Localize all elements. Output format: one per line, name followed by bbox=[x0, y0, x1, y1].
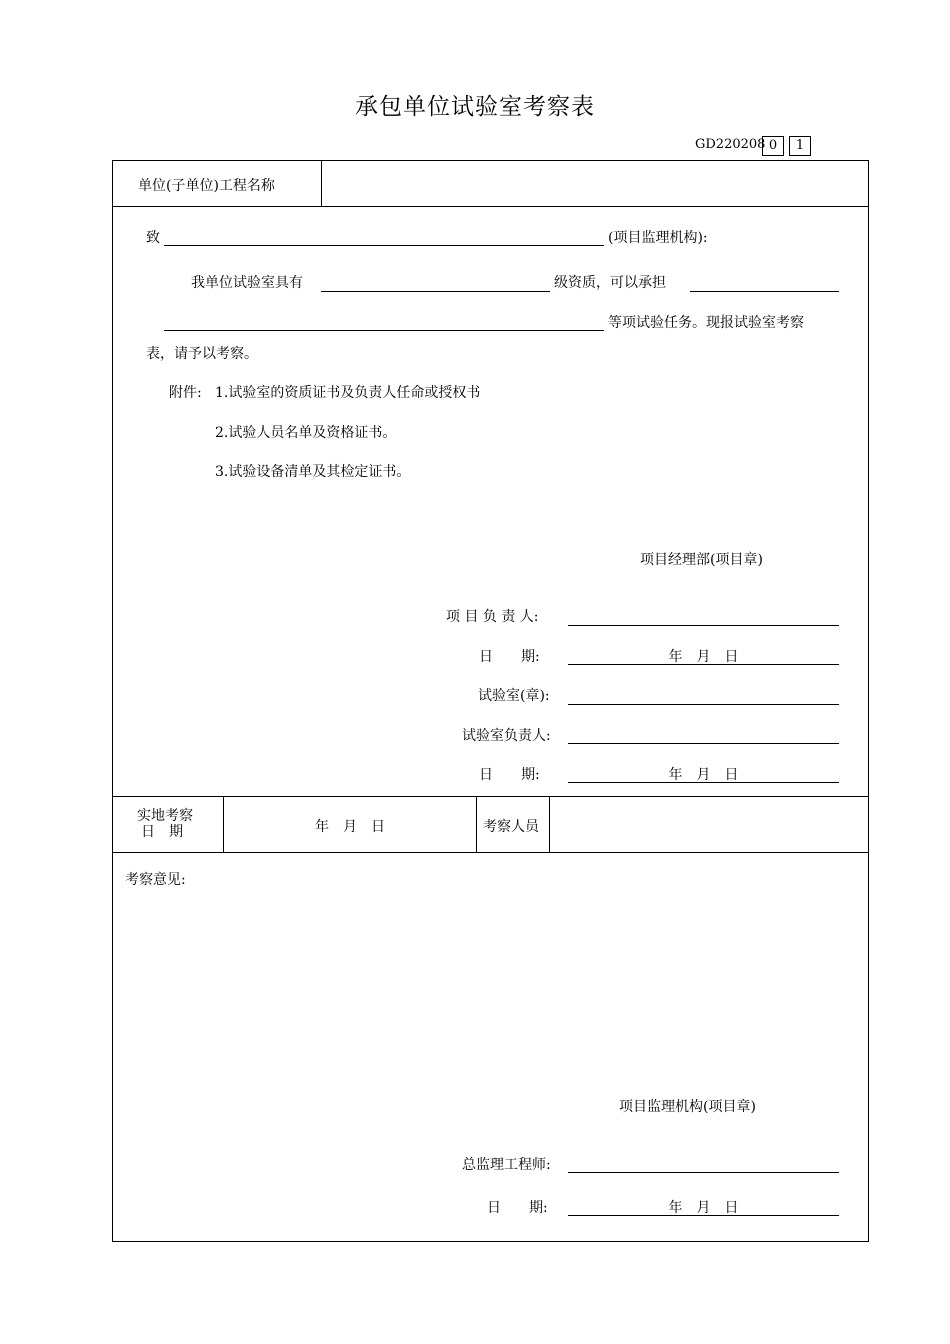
supervisor-seal: 项目监理机构(项目章) bbox=[619, 1099, 756, 1115]
line1-mid: 级资质，可以承担 bbox=[554, 275, 666, 291]
date2-field[interactable] bbox=[568, 782, 839, 783]
test-scope-field-1[interactable] bbox=[690, 291, 839, 292]
date2-label: 日 期: bbox=[479, 767, 540, 783]
date1-label: 日 期: bbox=[479, 649, 540, 665]
inspection-date-label-2: 日 期 bbox=[141, 824, 183, 840]
col-divider-inspect-3 bbox=[549, 796, 550, 853]
date1-value: 年 月 日 bbox=[668, 649, 739, 665]
chief-engineer-label: 总监理工程师: bbox=[462, 1157, 551, 1173]
date1-field[interactable] bbox=[568, 664, 839, 665]
opinion-date-value: 年 月 日 bbox=[668, 1200, 739, 1216]
col-divider-inspect-2 bbox=[476, 796, 477, 853]
line2-suffix: 等项试验任务。现报试验室考察 bbox=[608, 315, 804, 331]
lab-head-signature-field[interactable] bbox=[568, 743, 839, 744]
row-divider-3 bbox=[112, 852, 868, 853]
attachment-item-3: 3.试验设备清单及其检定证书。 bbox=[215, 464, 411, 480]
row-divider-1 bbox=[112, 206, 868, 207]
opinion-date-field[interactable] bbox=[568, 1215, 839, 1216]
supervisor-org-field[interactable] bbox=[164, 245, 604, 246]
line1-prefix: 我单位试验室具有 bbox=[191, 275, 303, 291]
qualification-level-field[interactable] bbox=[321, 291, 550, 292]
opinion-label: 考察意见: bbox=[125, 872, 186, 888]
attachment-item-2: 2.试验人员名单及资格证书。 bbox=[215, 425, 397, 441]
to-suffix: (项目监理机构): bbox=[608, 230, 708, 246]
line3-text: 表，请予以考察。 bbox=[146, 346, 258, 362]
lab-seal-label: 试验室(章): bbox=[478, 688, 550, 704]
manager-signature-field[interactable] bbox=[568, 625, 839, 626]
form-code-box-2: 1 bbox=[789, 136, 811, 156]
form-code-box-1: 0 bbox=[762, 136, 784, 156]
inspection-date-value[interactable]: 年 月 日 bbox=[315, 819, 385, 835]
test-scope-field-2[interactable] bbox=[164, 330, 604, 331]
inspection-date-label-1: 实地考察 bbox=[137, 808, 193, 824]
project-name-label: 单位(子单位)工程名称 bbox=[138, 178, 275, 194]
opinion-date-label: 日 期: bbox=[487, 1200, 548, 1216]
attachments-label: 附件: bbox=[169, 385, 202, 401]
col-divider-name bbox=[321, 160, 322, 207]
chief-engineer-signature-field[interactable] bbox=[568, 1172, 839, 1173]
row-divider-2 bbox=[112, 796, 868, 797]
manager-label: 项 目 负 责 人: bbox=[446, 609, 539, 625]
contractor-seal: 项目经理部(项目章) bbox=[640, 552, 763, 568]
lab-head-label: 试验室负责人: bbox=[462, 728, 551, 744]
lab-seal-field[interactable] bbox=[568, 704, 839, 705]
inspectors-label: 考察人员 bbox=[483, 819, 539, 835]
attachment-item-1: 1.试验室的资质证书及负责人任命或授权书 bbox=[215, 385, 481, 401]
page-title: 承包单位试验室考察表 bbox=[355, 94, 595, 120]
to-label: 致 bbox=[146, 230, 160, 246]
date2-value: 年 月 日 bbox=[668, 767, 739, 783]
form-code-prefix: GD220208 bbox=[695, 137, 766, 152]
